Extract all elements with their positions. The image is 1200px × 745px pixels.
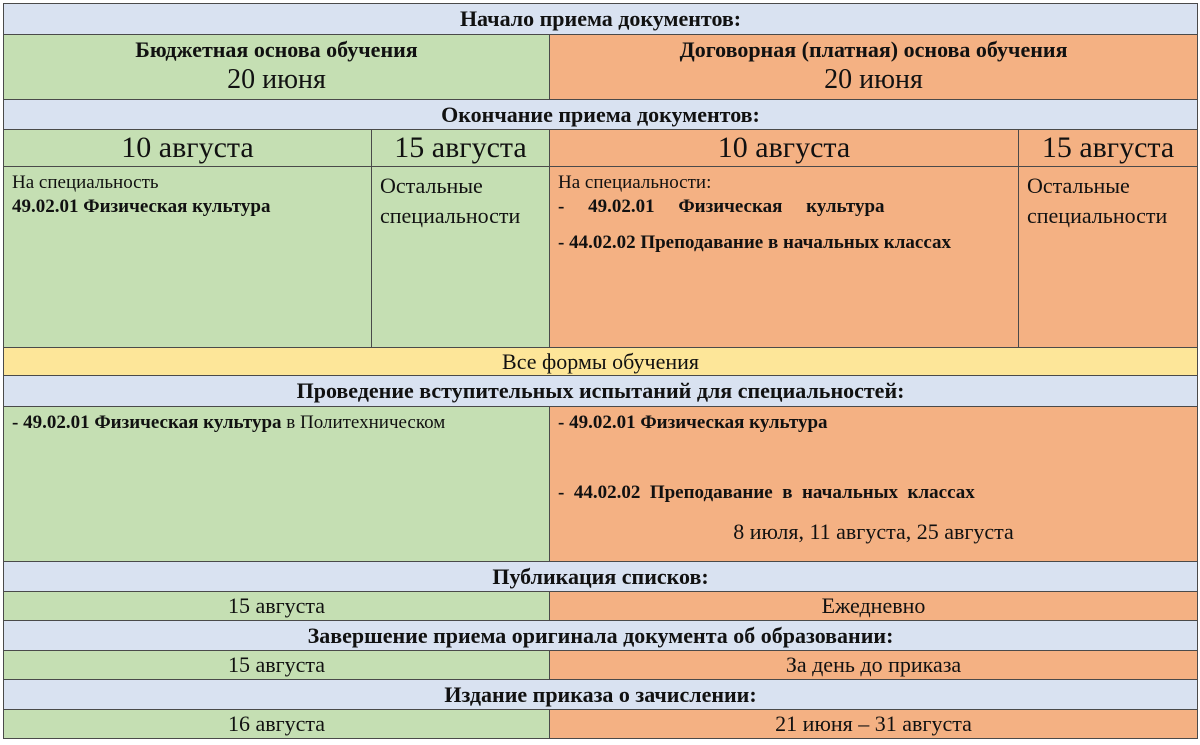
budget-exams-cell	[4, 407, 550, 562]
budget-start-date: 20 июня	[227, 64, 326, 95]
budget-end-other: Остальные специальности	[380, 173, 521, 228]
contract-end-details-b	[1019, 167, 1198, 348]
budget-start-cell	[4, 35, 550, 100]
contract-exam-item-1: - 49.02.01 Физическая культура	[558, 412, 828, 433]
lists-contract: Ежедневно	[550, 592, 1198, 621]
originals-budget: 15 августа	[4, 651, 550, 680]
contract-end-item-1: - 49.02.01 Физическая культура	[558, 196, 885, 217]
order-header: Издание приказа о зачислении:	[4, 680, 1198, 710]
contract-start-date: 20 июня	[824, 64, 923, 95]
order-budget: 16 августа	[4, 710, 550, 739]
budget-end-details-b	[372, 167, 550, 348]
contract-exam-dates: 8 июля, 11 августа, 25 августа	[733, 519, 1014, 544]
contract-start-cell	[550, 35, 1198, 100]
contract-exams-cell	[550, 407, 1198, 562]
exams-header: Проведение вступительных испытаний для специальностей:	[4, 376, 1198, 407]
contract-end-item-2: - 44.02.02 Преподавание в начальных классах	[558, 232, 951, 253]
budget-end-item: 49.02.01 Физическая культура	[12, 196, 271, 217]
budget-end-date-b: 15 августа	[372, 130, 550, 167]
contract-end-date-b: 15 августа	[1019, 130, 1198, 167]
end-header: Окончание приема документов:	[4, 100, 1198, 130]
contract-end-other: Остальные специальности	[1027, 173, 1168, 228]
lists-header: Публикация списков:	[4, 562, 1198, 592]
contract-end-label: На специальности:	[558, 172, 712, 193]
contract-end-date-a: 10 августа	[550, 130, 1019, 167]
budget-end-label: На специальность	[12, 172, 159, 193]
budget-end-details-a	[4, 167, 372, 348]
admission-schedule-table	[3, 3, 1198, 739]
contract-end-details-a	[550, 167, 1019, 348]
contract-exam-item-2: - 44.02.02 Преподавание в начальных классах	[558, 482, 975, 503]
contract-title: Договорная (платная) основа обучения	[679, 37, 1068, 62]
order-contract: 21 июня – 31 августа	[550, 710, 1198, 739]
originals-contract: За день до приказа	[550, 651, 1198, 680]
budget-end-date-a: 10 августа	[4, 130, 372, 167]
originals-header: Завершение приема оригинала документа об образовании:	[4, 621, 1198, 651]
start-header: Начало приема документов:	[4, 4, 1198, 35]
budget-title: Бюджетная основа обучения	[135, 37, 418, 62]
all-forms-banner: Все формы обучения	[4, 348, 1198, 376]
lists-budget: 15 августа	[4, 592, 550, 621]
budget-exam-specialty: - 49.02.01 Физическая культура	[12, 412, 282, 433]
budget-exam-location: в Политехническом	[281, 412, 446, 433]
